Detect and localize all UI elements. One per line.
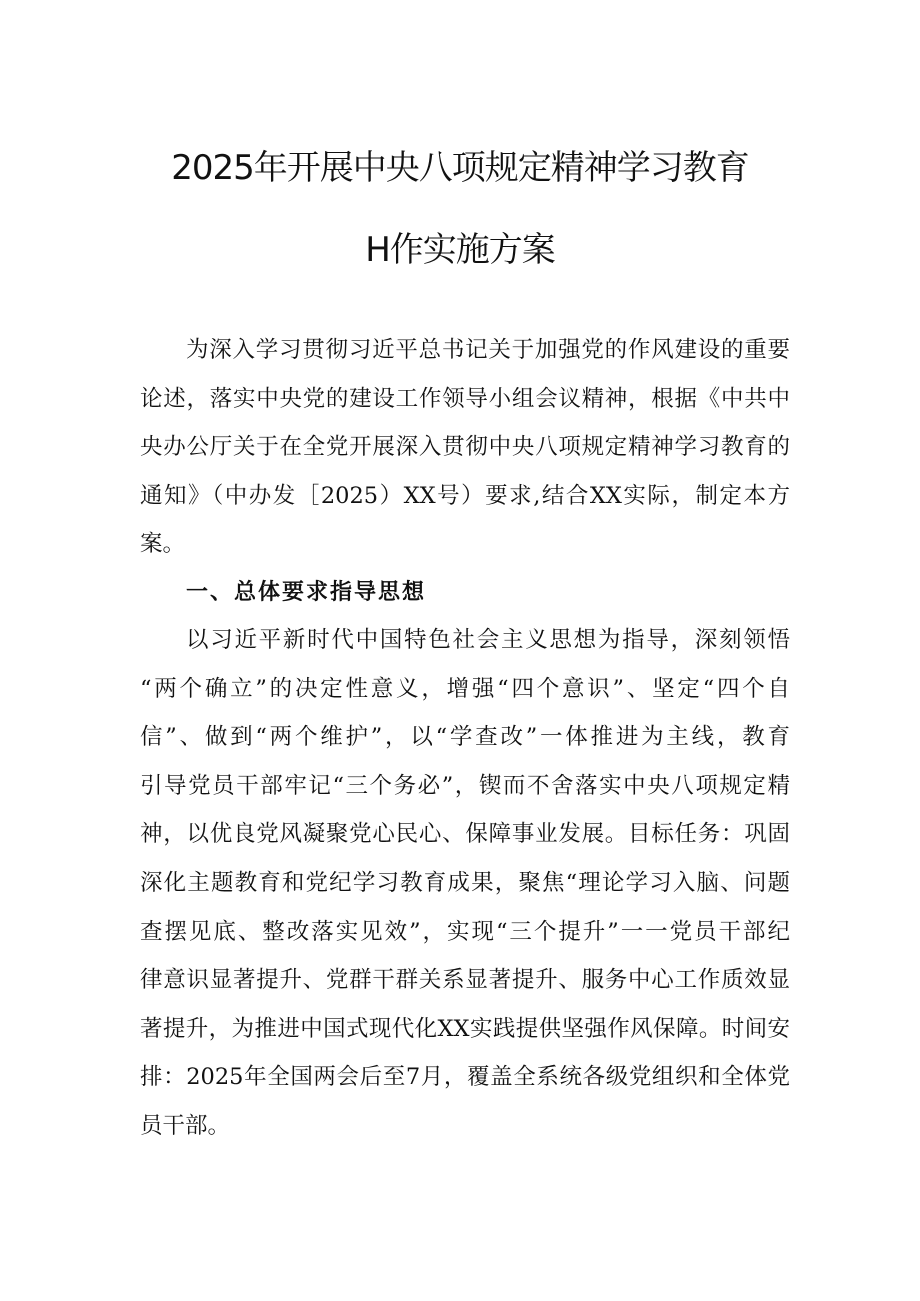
- paragraph-line: 排：2025年全国两会后至7月，覆盖全系统各级党组织和全体党: [140, 1064, 790, 1091]
- paragraph-line: 查摆见底、整改落实见效”，实现“三个提升”一一党员干部纪: [140, 918, 790, 945]
- paragraph-line: “两个确立”的决定性意义，增强“四个意识”、坚定“四个自: [140, 675, 790, 702]
- paragraph-line: 论述，落实中央党的建设工作领导小组会议精神，根据《中共中: [140, 385, 790, 412]
- document-title-line-2: H作实施方案: [365, 230, 555, 270]
- intro-paragraph: [140, 326, 790, 569]
- paragraph-line: 央办公厅关于在全党开展深入贯彻中央八项规定精神学习教育的: [140, 434, 790, 461]
- paragraph-line: 深化主题教育和党纪学习教育成果，聚焦“理论学习入脑、问题: [140, 869, 790, 896]
- paragraph-line: 引导党员干部牢记“三个务必”，锲而不舍落实中央八项规定精: [140, 772, 790, 799]
- document-title-line-1: 2025年开展中央八项规定精神学习教育: [171, 148, 749, 188]
- paragraph-line: 律意识显著提升、党群干群关系显著提升、服务中心工作质效显: [140, 967, 790, 994]
- paragraph-line: 案。: [140, 531, 186, 558]
- paragraph-line: 神，以优良党风凝聚党心民心、保障事业发展。目标任务：巩固: [140, 821, 790, 848]
- section-heading: 一、总体要求指导思想: [186, 580, 427, 605]
- guiding-ideology-paragraph: [140, 616, 790, 1151]
- paragraph-line: 信”、做到“两个维护”，以“学查改”一体推进为主线，教育: [140, 724, 790, 751]
- paragraph-line: 员干部。: [140, 1112, 231, 1139]
- paragraph-line: 为深入学习贯彻习近平总书记关于加强党的作风建设的重要: [186, 337, 790, 363]
- paragraph-line: 通知》（中办发［2025）XX号）要求,结合XX实际，制定本方: [140, 482, 790, 509]
- paragraph-line: 以习近平新时代中国特色社会主义思想为指导，深刻领悟: [186, 627, 790, 653]
- paragraph-line: 著提升，为推进中国式现代化XX实践提供坚强作风保障。时间安: [140, 1015, 790, 1042]
